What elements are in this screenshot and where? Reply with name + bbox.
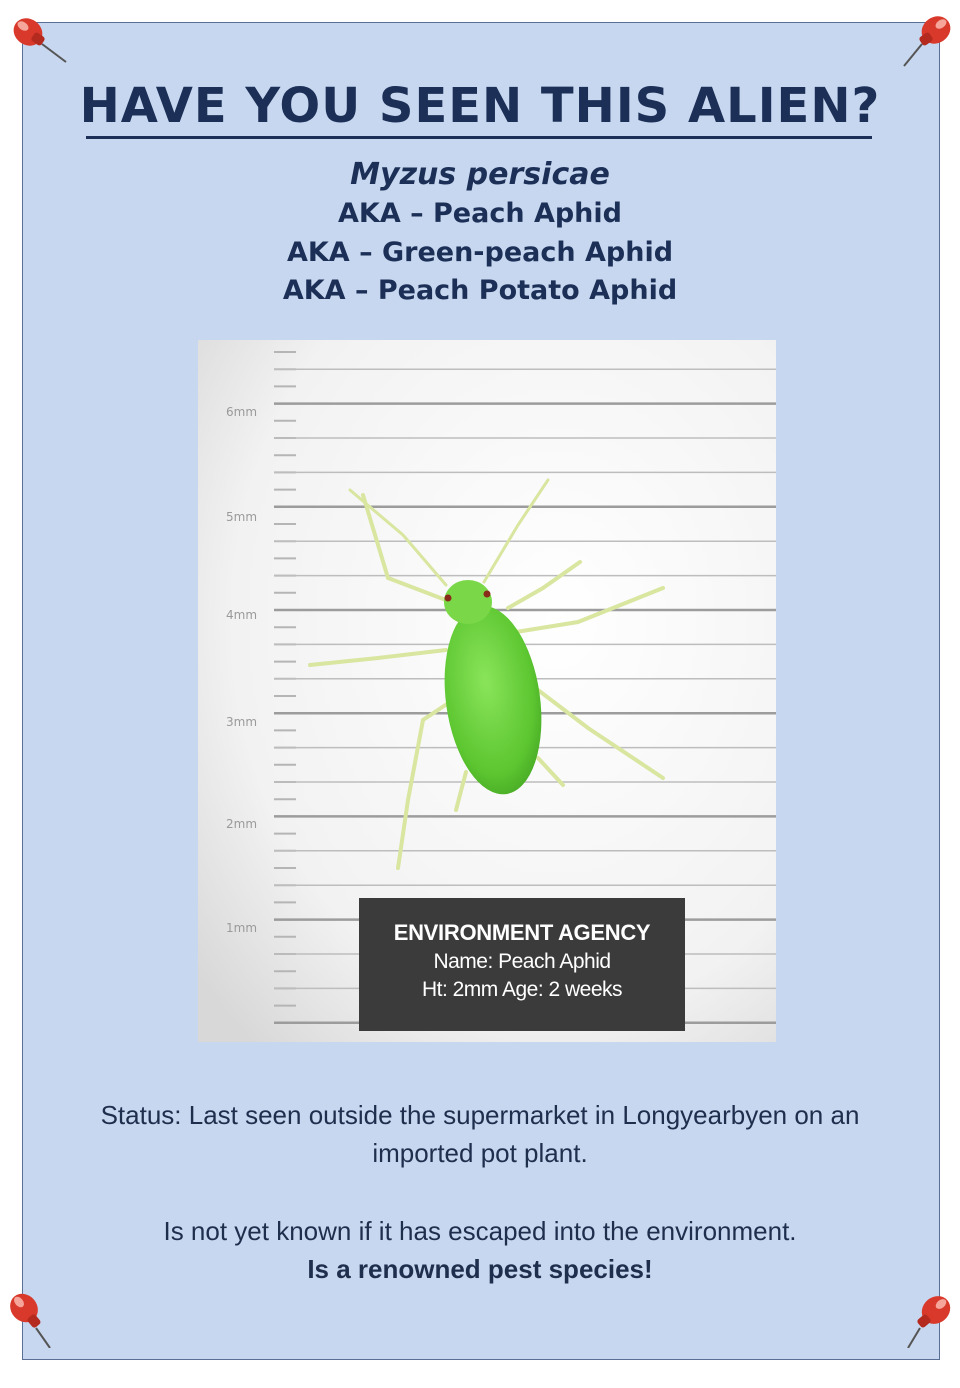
ruler-label-5mm: 5mm [226, 510, 258, 524]
escape-note: Is not yet known if it has escaped into the environment. [163, 1216, 797, 1246]
ruler-label-4mm: 4mm [226, 608, 258, 622]
page-title: HAVE YOU SEEN THIS ALIEN? [79, 78, 881, 134]
ruler-label-6mm: 6mm [226, 405, 258, 419]
aphid-eye [445, 595, 452, 602]
pushpin-icon [4, 4, 68, 68]
ruler-label-1mm: 1mm [226, 921, 258, 935]
pest-warning: Is a renowned pest species! [307, 1254, 653, 1284]
ruler-label-2mm: 2mm [226, 817, 258, 831]
aka-line-3: AKA – Peach Potato Aphid [282, 275, 678, 306]
mugshot-placard [359, 898, 685, 1031]
status-note [60, 1212, 900, 1288]
pushpin-icon [2, 1284, 66, 1348]
aka-line-2: AKA – Green-peach Aphid [286, 237, 674, 268]
placard-name: Name: Peach Aphid [433, 950, 611, 973]
aphid-head [444, 580, 492, 624]
species-name: Myzus persicae [350, 157, 610, 192]
placard-height-age: Ht: 2mm Age: 2 weeks [421, 978, 623, 1001]
aphid-eye [484, 591, 491, 598]
pushpin-icon [898, 4, 960, 68]
aka-line-1: AKA – Peach Aphid [338, 198, 622, 229]
status-text: Status: Last seen outside the supermarket in Longyearbyen on an imported pot plant. [100, 1100, 860, 1168]
placard-title: ENVIRONMENT AGENCY [393, 920, 651, 945]
pushpin-icon [896, 1284, 960, 1348]
title-underline [86, 136, 872, 139]
ruler-label-3mm: 3mm [226, 715, 258, 729]
